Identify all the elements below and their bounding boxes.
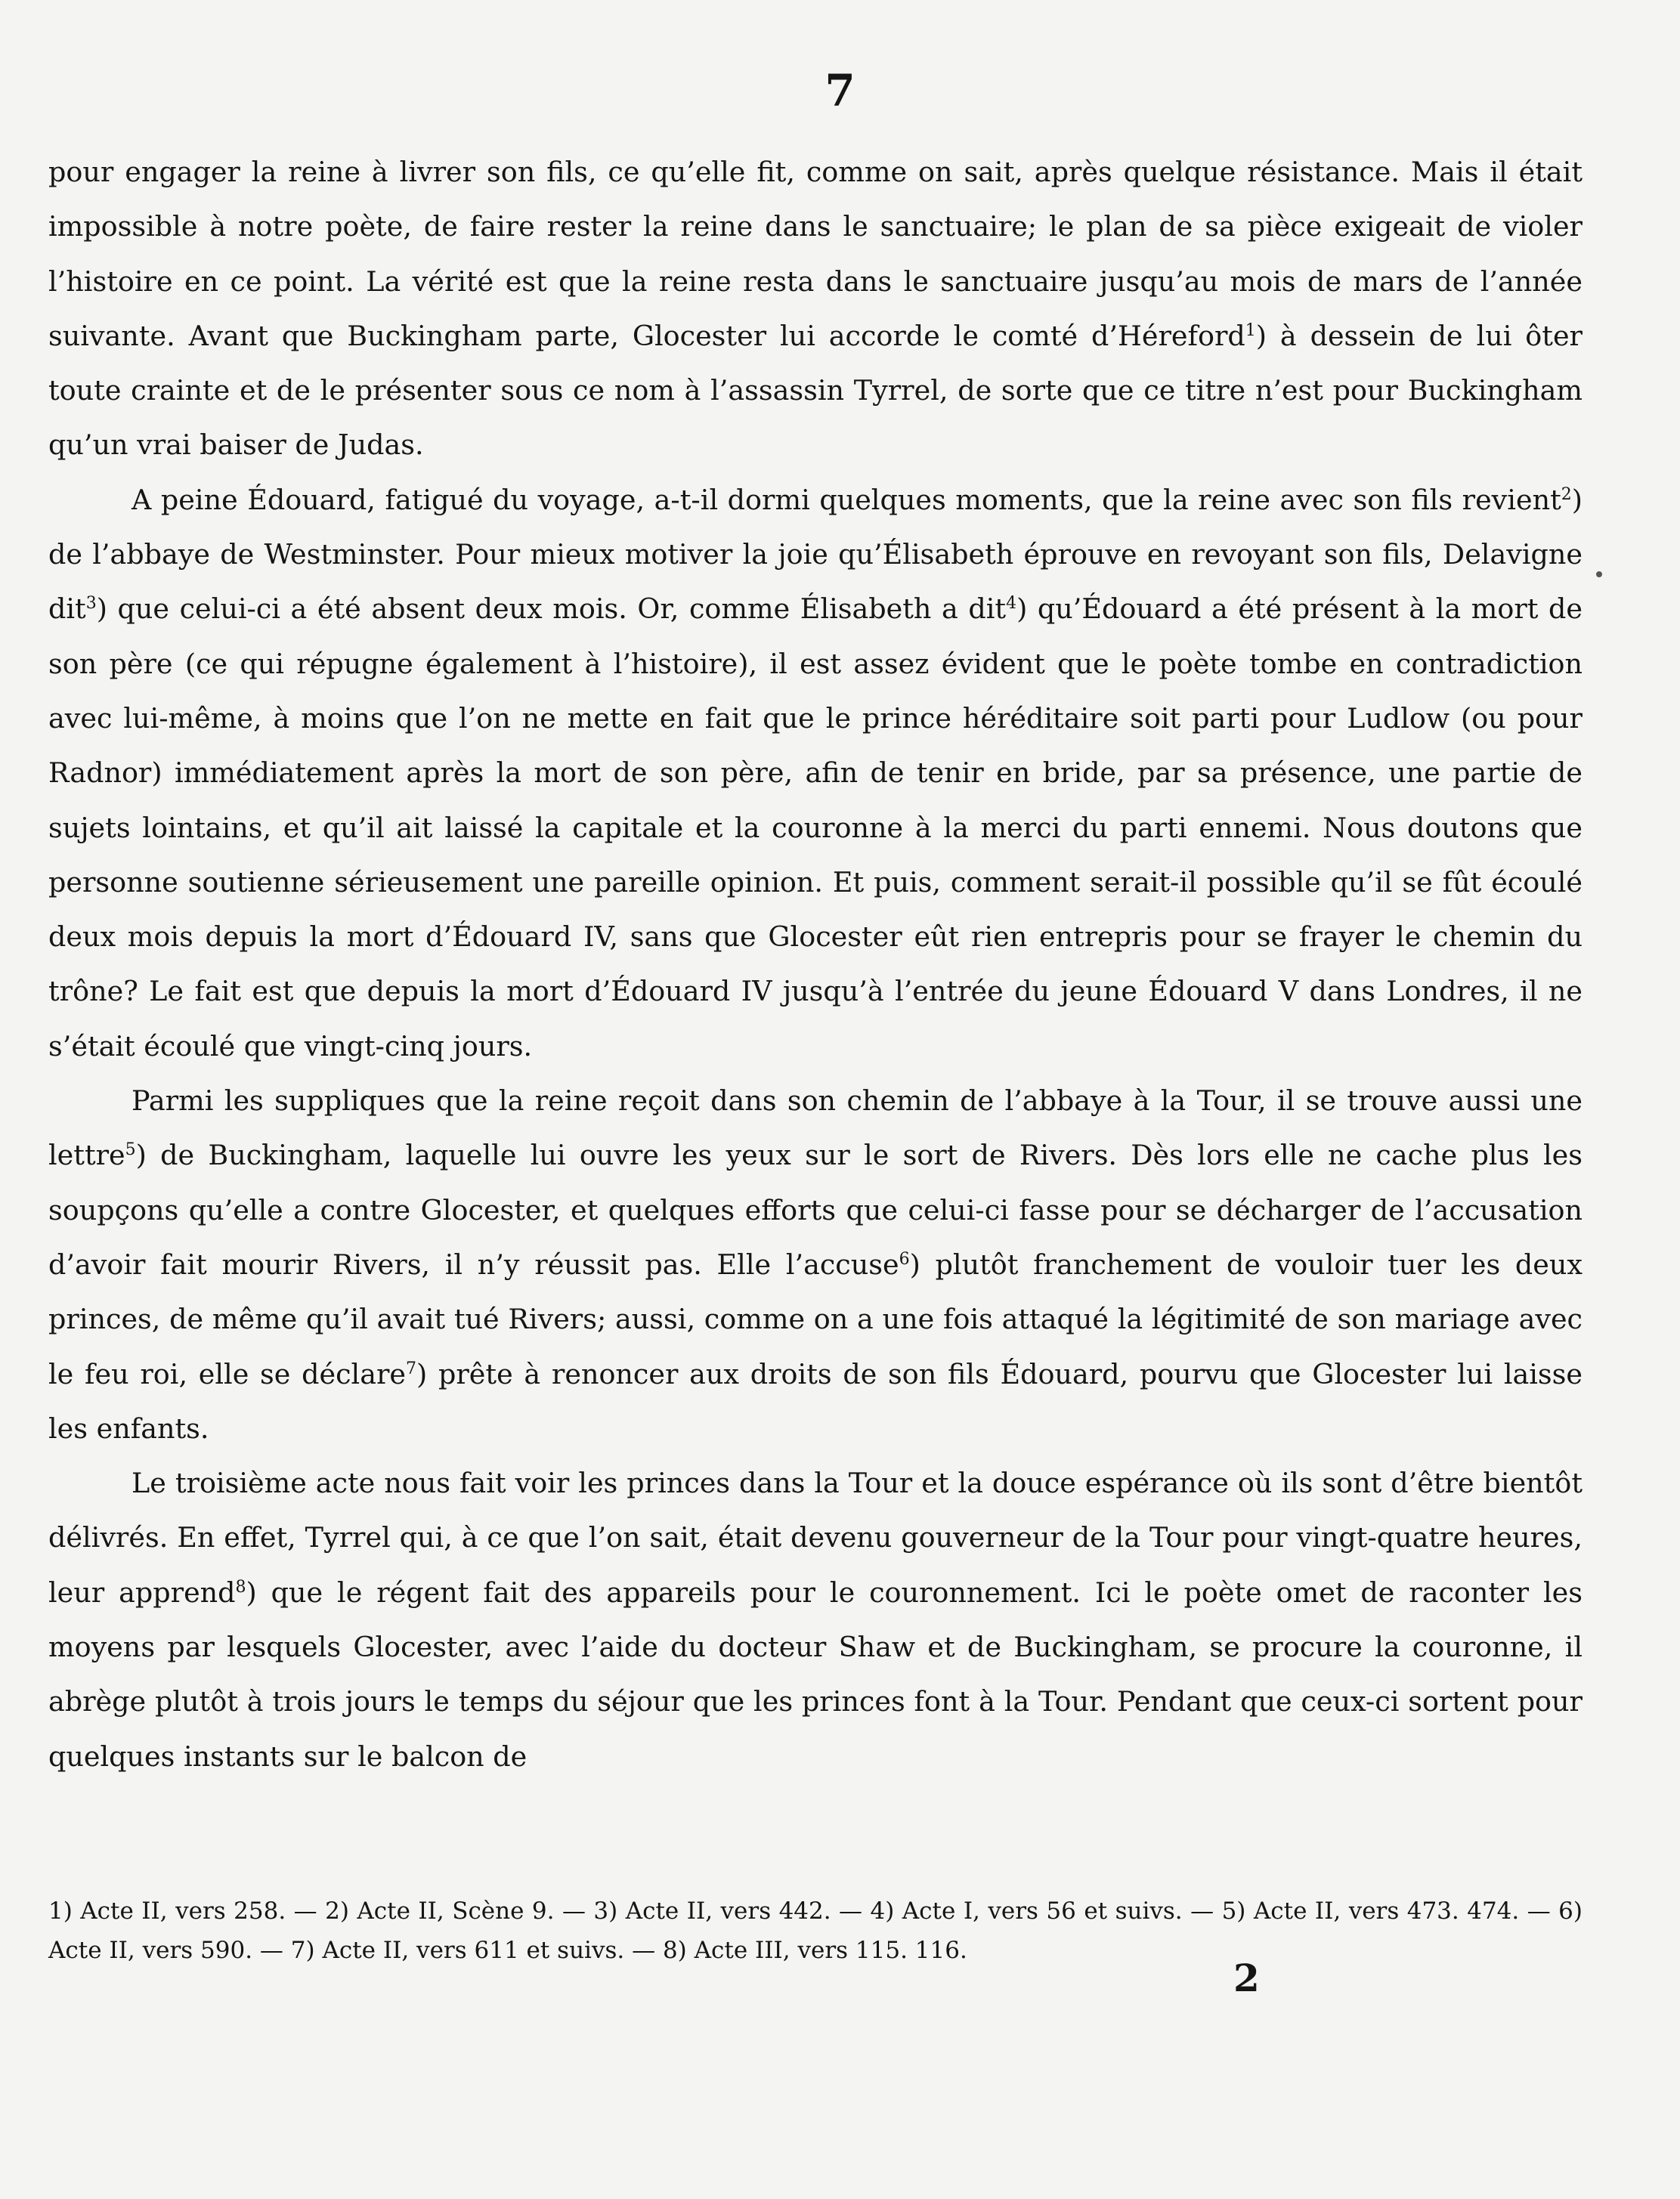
text-run: ) que celui-ci a été absent deux mois. Or, comme Élisabeth a dit [96, 592, 1007, 626]
body-text [48, 145, 1583, 1784]
text-run: ) de l’abbaye de Westminster. Pour mieux motiver la joie qu’Élisabeth éprouve en revoyant son fils, Delavigne dit [48, 483, 1583, 626]
footnote-marker: 3 [85, 594, 97, 614]
text-run: ) que le régent fait des appareils pour le couronnement. Ici le poète omet de raconter les moyens par lesquels Glocester, avec l’aide du docteur Shaw et de Buckingham, se procure la couronne, il abrège plutôt à trois jours le temps du séjour que les princes font à la Tour. Pendant que ceux-ci sortent pour quelques instants sur le balcon de [48, 1576, 1583, 1773]
text-run: pour engager la reine à livrer son fils, ce qu’elle fit, comme on sait, après quelque résistance. Mais il était impossible à notre poète, de faire rester la reine dans le sanctuaire; le plan de sa pièce exigeait de violer l’histoire en ce point. La vérité est que la reine resta dans le sanctuaire jusqu’au mois de mars de l’année suivante. Avant que Buckingham parte, Glocester lui accorde le comté d’Héreford [48, 156, 1583, 352]
text-run: A peine Édouard, fatigué du voyage, a-t-il dormi quelques moments, que la reine avec son fils revient [131, 483, 1561, 516]
text-run: ) qu’Édouard a été présent à la mort de son père (ce qui répugne également à l’histoire), il est assez évident que le poète tombe en contradiction avec lui-même, à moins que l’on ne mette en fait que le prince héréditaire soit parti pour Ludlow (ou pour Radnor) immédiatement après la mort de son père, afin de tenir en bride, par sa présence, une partie de sujets lointains, et qu’il ait laissé la capitale et la couronne à la merci du parti ennemi. Nous doutons que personne soutienne sérieusement une pareille opinion. Et puis, comment serait-il possible qu’il se fût écoulé deux mois depuis la mort d’Édouard IV, sans que Glocester eût rien entrepris pour se frayer le chemin du trône? Le fait est que depuis la mort d’Édouard IV jusqu’à l’entrée du jeune Édouard V dans Londres, il ne s’était écoulé que vingt-cinq jours. [48, 592, 1583, 1062]
paragraph [48, 1074, 1583, 1456]
footnote-marker: 4 [1006, 594, 1017, 614]
text-run: ) prête à renoncer aux droits de son fils Édouard, pourvu que Glocester lui laisse les enfants. [48, 1357, 1583, 1445]
footnote-marker: 1 [1245, 320, 1256, 340]
footnote-marker: 6 [899, 1249, 910, 1269]
footnotes: 1) Acte II, vers 258. — 2) Acte II, Scène 9. — 3) Acte II, vers 442. — 4) Acte I, vers 56 et suivs. — 5) Acte II, vers 473. 474. — 6) Acte II, vers 590. — 7) Acte II, vers 611 et suivs. — 8) Acte III, vers 115. 116. [48, 1897, 1583, 1964]
footnote-marker: 8 [235, 1577, 246, 1597]
footnote-marker: 5 [125, 1140, 136, 1160]
text-run: ) à dessein de lui ôter toute crainte et de le présenter sous ce nom à l’assassin Tyrrel, de sorte que ce titre n’est pour Buckingham qu’un vrai baiser de Judas. [48, 319, 1583, 462]
paragraph [48, 145, 1583, 473]
text-run: Parmi les suppliques que la reine reçoit dans son chemin de l’abbaye à la Tour, il se trouve aussi une lettre [48, 1084, 1583, 1172]
paragraph [48, 473, 1583, 1074]
text-run: ) de Buckingham, laquelle lui ouvre les yeux sur le sort de Rivers. Dès lors elle ne cache plus les soupçons qu’elle a contre Glocester, et quelques efforts que celui-ci fasse pour se décharger de l’accusation d’avoir fait mourir Rivers, il n’y réussit pas. Elle l’accuse [48, 1139, 1583, 1281]
page-number: 7 [825, 65, 855, 116]
signature-mark: 2 [1233, 1956, 1260, 2000]
footnote-marker: 2 [1561, 484, 1572, 504]
ink-speck [1596, 571, 1602, 577]
paragraph [48, 1456, 1583, 1784]
text-run: Le troisième acte nous fait voir les princes dans la Tour et la douce espérance où ils sont d’être bientôt délivrés. En effet, Tyrrel qui, à ce que l’on sait, était devenu gouverneur de la Tour pour vingt-quatre heures, leur apprend [48, 1467, 1583, 1609]
footnote-marker: 7 [406, 1359, 417, 1378]
text-run: ) plutôt franchement de vouloir tuer les deux princes, de même qu’il avait tué Rivers; aussi, comme on a une fois attaqué la légitimité de son mariage avec le feu roi, elle se déclare [48, 1248, 1583, 1390]
